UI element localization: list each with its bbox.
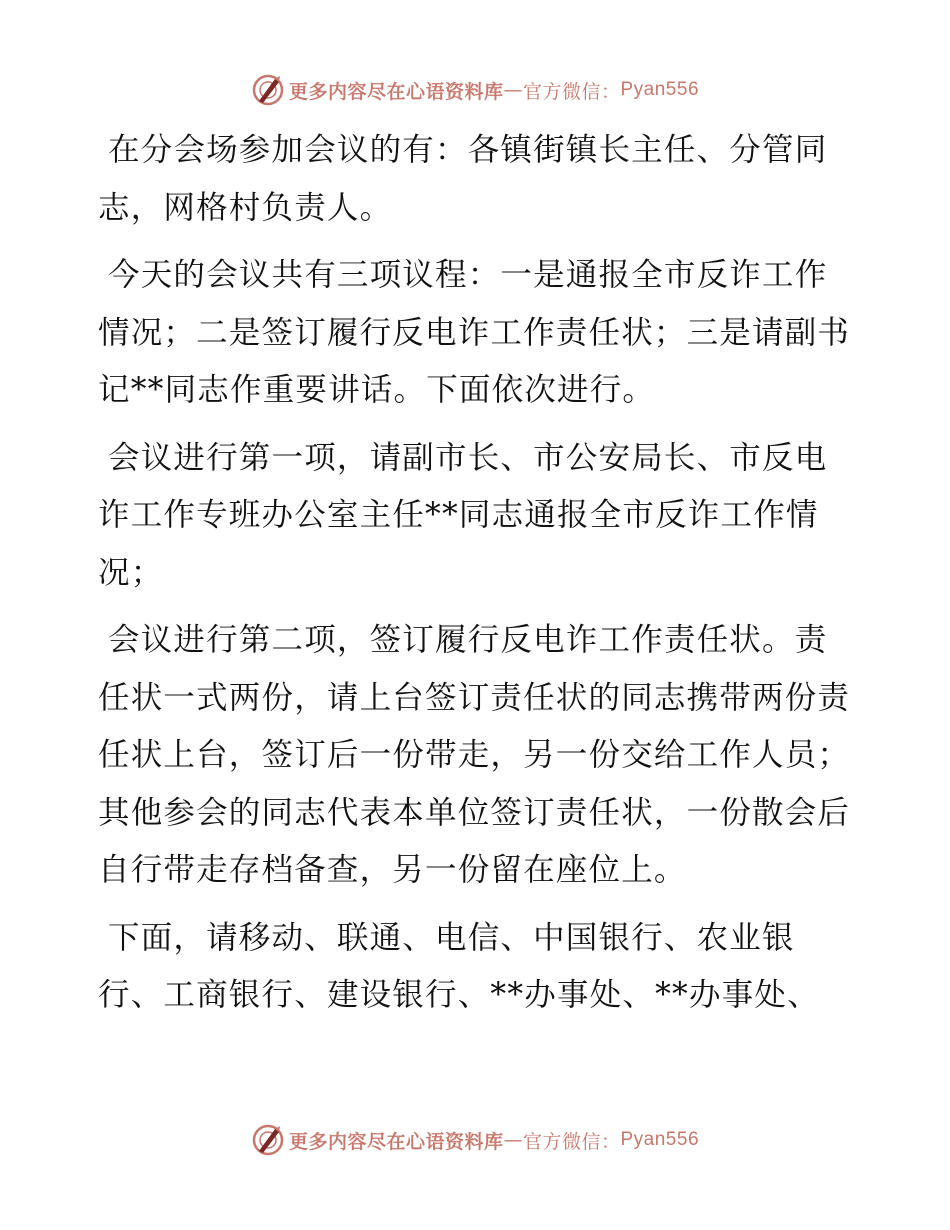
header-dash: —: [503, 79, 523, 101]
footer-dash: —: [503, 1129, 523, 1151]
paragraph-1: 在分会场参加会议的有：各镇街镇长主任、分管同志，网格村负责人。: [98, 132, 828, 226]
paragraph-2: 今天的会议共有三项议程：一是通报全市反诈工作情况；二是签订履行反电诈工作责任状；三是请副书记**同志作重要讲话。下面依次进行。: [98, 257, 851, 408]
document-body: [98, 122, 858, 1035]
paragraph-5: 下面，请移动、联通、电信、中国银行、农业银行、工商银行、建设银行、**办事处、**办事处、: [98, 919, 820, 1013]
footer-watermark: [0, 1122, 950, 1158]
footer-site-text: 更多内容尽在心语资料库: [288, 1130, 504, 1153]
header-wechat-id: Pyan556: [620, 79, 700, 100]
header-watermark: [0, 72, 950, 108]
logo-icon: [251, 73, 285, 107]
logo-icon: [251, 1123, 285, 1157]
footer-wechat-id: Pyan556: [620, 1129, 700, 1150]
header-site-text: 更多内容尽在心语资料库: [288, 80, 504, 103]
footer-wechat-label: 官方微信：: [522, 1130, 621, 1153]
paragraph-3: 会议进行第一项，请副市长、市公安局长、市反电诈工作专班办公室主任**同志通报全市反诈工作情况；: [98, 439, 828, 591]
paragraph-4: 会议进行第二项，签订履行反电诈工作责任状。责任状一式两份，请上台签订责任状的同志携带两份责任状上台，签订后一份带走，另一份交给工作人员；其他参会的同志代表本单位签订责任状，一份散会后自行带走存档备查，另一份留在座位上。: [98, 622, 851, 888]
header-wechat-label: 官方微信：: [522, 80, 621, 103]
